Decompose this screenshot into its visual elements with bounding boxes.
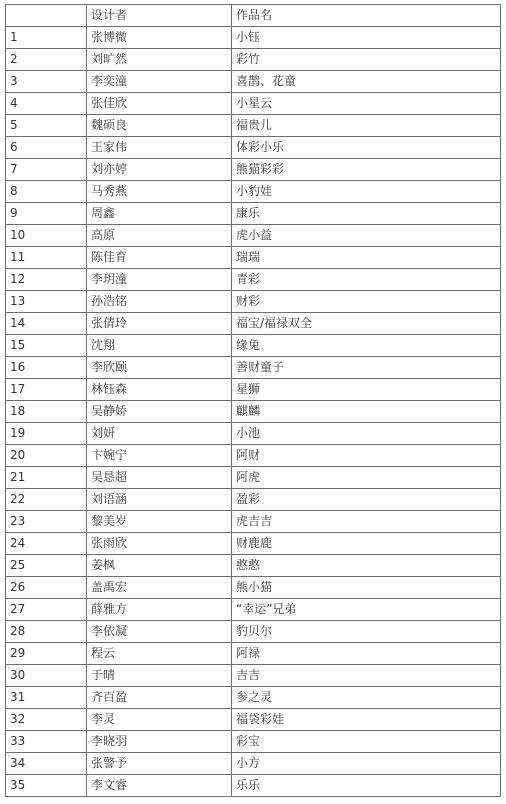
entry-number: 31	[6, 687, 87, 709]
table-row	[6, 423, 501, 445]
header-row	[6, 5, 501, 27]
table-row	[6, 225, 501, 247]
entry-number: 14	[6, 313, 87, 335]
table-row	[6, 335, 501, 357]
table-row	[6, 115, 501, 137]
work-name: 盈彩	[232, 489, 501, 511]
work-name: 小星云	[232, 93, 501, 115]
work-name: 乐乐	[232, 775, 501, 797]
entries-sheet	[5, 4, 500, 797]
work-name: 福宝/福禄双全	[232, 313, 501, 335]
designer-name: 王家伟	[87, 137, 232, 159]
designer-name: 李奕潼	[87, 71, 232, 93]
designer-name: 张佳欣	[87, 93, 232, 115]
table-row	[6, 533, 501, 555]
work-name: 喜鹊、花童	[232, 71, 501, 93]
table-row	[6, 665, 501, 687]
entry-number: 9	[6, 203, 87, 225]
entry-number: 7	[6, 159, 87, 181]
table-row	[6, 577, 501, 599]
entry-number: 32	[6, 709, 87, 731]
designer-name: 刘旷然	[87, 49, 232, 71]
table-row	[6, 93, 501, 115]
table-row	[6, 643, 501, 665]
designer-name: 李灵	[87, 709, 232, 731]
entry-number: 25	[6, 555, 87, 577]
table-row	[6, 291, 501, 313]
work-name: 虎吉吉	[232, 511, 501, 533]
table-row	[6, 511, 501, 533]
work-name: 小池	[232, 423, 501, 445]
entry-number: 16	[6, 357, 87, 379]
designer-name: 刘妍	[87, 423, 232, 445]
designer-name: 林钰森	[87, 379, 232, 401]
work-name: 阿禄	[232, 643, 501, 665]
entry-number: 8	[6, 181, 87, 203]
designer-name: 李欣颐	[87, 357, 232, 379]
work-name: 麒麟	[232, 401, 501, 423]
table-row	[6, 313, 501, 335]
entry-number: 5	[6, 115, 87, 137]
entry-number: 19	[6, 423, 87, 445]
table-row	[6, 181, 501, 203]
entry-number: 3	[6, 71, 87, 93]
work-name: 虎小益	[232, 225, 501, 247]
table-row	[6, 379, 501, 401]
work-name: 憨憨	[232, 555, 501, 577]
table-row	[6, 137, 501, 159]
table-row	[6, 753, 501, 775]
table-row	[6, 49, 501, 71]
designer-name: 齐百盈	[87, 687, 232, 709]
entry-number: 12	[6, 269, 87, 291]
entries-table	[5, 4, 501, 797]
entry-number: 20	[6, 445, 87, 467]
header-number	[6, 5, 87, 27]
work-name: 阿虎	[232, 467, 501, 489]
designer-name: 周鑫	[87, 203, 232, 225]
designer-name: 于晴	[87, 665, 232, 687]
table-row	[6, 709, 501, 731]
entry-number: 28	[6, 621, 87, 643]
work-name: 豹贝尔	[232, 621, 501, 643]
work-name: 星狮	[232, 379, 501, 401]
table-row	[6, 401, 501, 423]
header-designer: 设计者	[87, 5, 232, 27]
work-name: 福袋彩娃	[232, 709, 501, 731]
entry-number: 17	[6, 379, 87, 401]
work-name: 小方	[232, 753, 501, 775]
designer-name: 李依凝	[87, 621, 232, 643]
entry-number: 27	[6, 599, 87, 621]
table-row	[6, 555, 501, 577]
work-name: 青彩	[232, 269, 501, 291]
designer-name: 刘亦婷	[87, 159, 232, 181]
entry-number: 6	[6, 137, 87, 159]
designer-name: 黎美岁	[87, 511, 232, 533]
work-name: 财彩	[232, 291, 501, 313]
table-body	[6, 27, 501, 797]
designer-name: 李文睿	[87, 775, 232, 797]
work-name: 小钰	[232, 27, 501, 49]
work-name: 小豹娃	[232, 181, 501, 203]
table-row	[6, 247, 501, 269]
designer-name: 薛雅方	[87, 599, 232, 621]
work-name: 吉吉	[232, 665, 501, 687]
work-name: 财鹿鹿	[232, 533, 501, 555]
designer-name: 卞婉宁	[87, 445, 232, 467]
table-row	[6, 731, 501, 753]
designer-name: 姜枫	[87, 555, 232, 577]
table-row	[6, 269, 501, 291]
entry-number: 23	[6, 511, 87, 533]
entry-number: 34	[6, 753, 87, 775]
designer-name: 张倩玲	[87, 313, 232, 335]
entry-number: 13	[6, 291, 87, 313]
designer-name: 陈佳育	[87, 247, 232, 269]
table-row	[6, 445, 501, 467]
designer-name: 高原	[87, 225, 232, 247]
designer-name: 张警予	[87, 753, 232, 775]
entry-number: 18	[6, 401, 87, 423]
designer-name: 李玥潼	[87, 269, 232, 291]
designer-name: 沈翔	[87, 335, 232, 357]
entry-number: 11	[6, 247, 87, 269]
designer-name: 孙浩铭	[87, 291, 232, 313]
work-name: 体彩小乐	[232, 137, 501, 159]
work-name: 阿财	[232, 445, 501, 467]
designer-name: 马秀燕	[87, 181, 232, 203]
entry-number: 24	[6, 533, 87, 555]
entry-number: 26	[6, 577, 87, 599]
work-name: 缘兔	[232, 335, 501, 357]
work-name: 瑞瑞	[232, 247, 501, 269]
table-row	[6, 687, 501, 709]
table-row	[6, 71, 501, 93]
work-name: 熊小猫	[232, 577, 501, 599]
work-name: 彩竹	[232, 49, 501, 71]
entry-number: 10	[6, 225, 87, 247]
table-row	[6, 621, 501, 643]
table-row	[6, 27, 501, 49]
work-name: 康乐	[232, 203, 501, 225]
table-row	[6, 467, 501, 489]
designer-name: 张博微	[87, 27, 232, 49]
entry-number: 15	[6, 335, 87, 357]
entry-number: 35	[6, 775, 87, 797]
work-name: 参之灵	[232, 687, 501, 709]
designer-name: 刘语涵	[87, 489, 232, 511]
table-row	[6, 159, 501, 181]
designer-name: 吴静娇	[87, 401, 232, 423]
table-row	[6, 775, 501, 797]
entry-number: 2	[6, 49, 87, 71]
table-row	[6, 203, 501, 225]
designer-name: 李晓羽	[87, 731, 232, 753]
designer-name: 魏硕良	[87, 115, 232, 137]
work-name: 熊猫彩彩	[232, 159, 501, 181]
entry-number: 30	[6, 665, 87, 687]
entry-number: 1	[6, 27, 87, 49]
header-work-name: 作品名	[232, 5, 501, 27]
entry-number: 21	[6, 467, 87, 489]
designer-name: 盖禹宏	[87, 577, 232, 599]
work-name: “幸运”兄弟	[232, 599, 501, 621]
entry-number: 4	[6, 93, 87, 115]
work-name: 善财童子	[232, 357, 501, 379]
work-name: 彩宝	[232, 731, 501, 753]
designer-name: 程云	[87, 643, 232, 665]
entry-number: 33	[6, 731, 87, 753]
work-name: 福贵儿	[232, 115, 501, 137]
table-row	[6, 489, 501, 511]
designer-name: 张雨欣	[87, 533, 232, 555]
designer-name: 吴恳超	[87, 467, 232, 489]
table-row	[6, 599, 501, 621]
entry-number: 22	[6, 489, 87, 511]
entry-number: 29	[6, 643, 87, 665]
table-row	[6, 357, 501, 379]
